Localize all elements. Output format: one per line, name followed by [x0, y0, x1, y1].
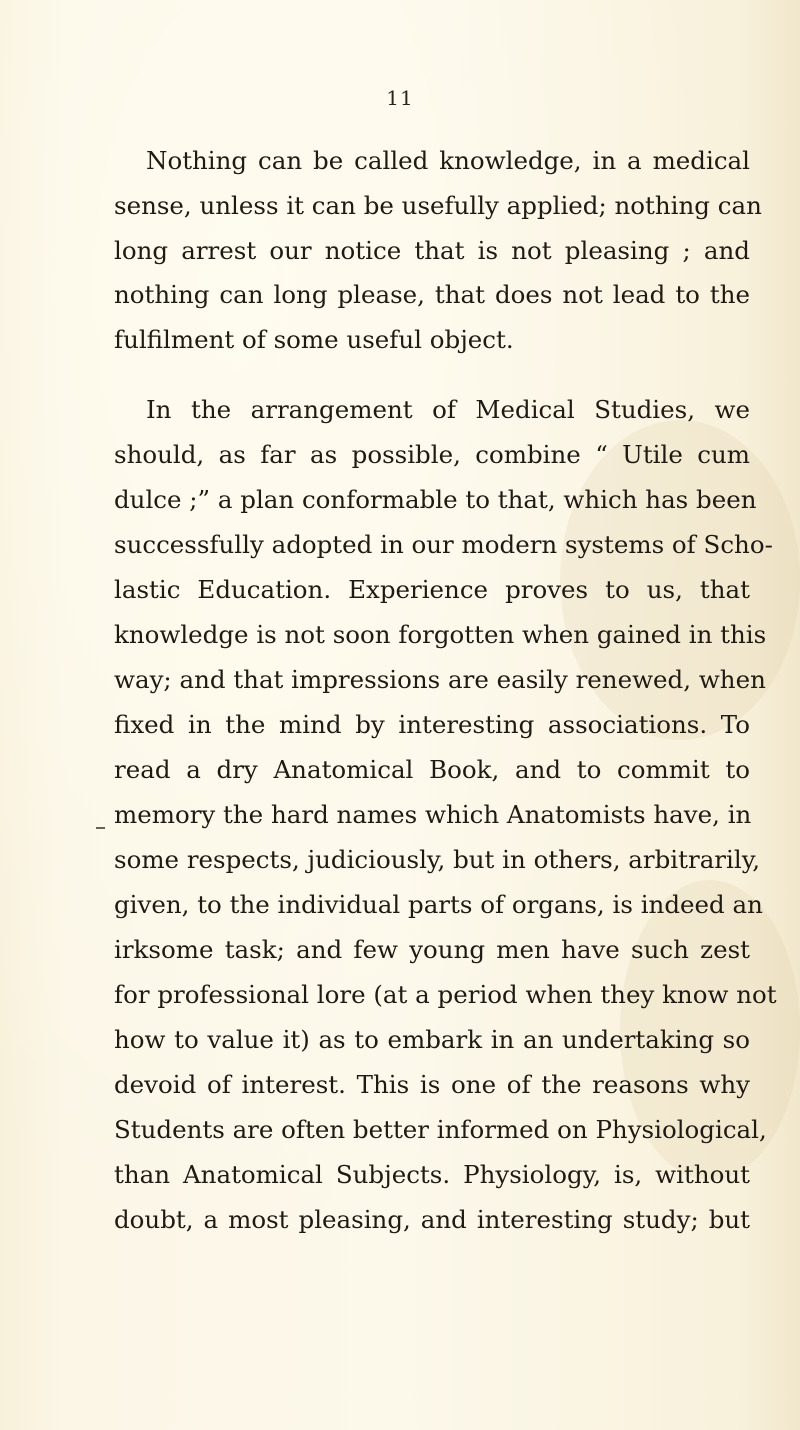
- text-line: some respects, judiciously, but in others, arbitrarily,: [114, 845, 761, 874]
- text-line: knowledge is not soon forgotten when gained in this: [114, 620, 767, 649]
- text-line: way; and that impressions are easily renewed, when: [114, 665, 766, 694]
- text-line: long arrest our notice that is not pleasing ; and: [114, 236, 750, 265]
- page-number: 11: [386, 86, 414, 110]
- text-line: given, to the individual parts of organs, is indeed an: [114, 890, 763, 919]
- text-line: fulfilment of some useful object.: [114, 325, 514, 354]
- text-line: devoid of interest. This is one of the reasons why: [114, 1070, 750, 1099]
- text-line: irksome task; and few young men have such zest: [114, 935, 750, 964]
- text-line: should, as far as possible, combine “ Utile cum: [114, 440, 750, 469]
- text-line: doubt, a most pleasing, and interesting study; but: [114, 1205, 750, 1234]
- text-line: successfully adopted in our modern systems of Scho-: [114, 530, 773, 559]
- text-line: dulce ;” a plan conformable to that, which has been: [114, 485, 757, 514]
- text-line: Students are often better informed on Physiological,: [114, 1115, 767, 1144]
- text-line: read a dry Anatomical Book, and to commit to: [114, 755, 750, 784]
- text-line: for professional lore (at a period when they know not: [114, 980, 777, 1009]
- text-line: nothing can long please, that does not lead to the: [114, 280, 750, 309]
- text-line: memory the hard names which Anatomists have, in: [114, 800, 752, 829]
- text-line: fixed in the mind by interesting associations. To: [114, 710, 750, 739]
- text-line: In the arrangement of Medical Studies, we: [146, 395, 750, 424]
- text-line: than Anatomical Subjects. Physiology, is, without: [114, 1160, 750, 1189]
- margin-mark: [96, 827, 105, 829]
- text-line: lastic Education. Experience proves to us, that: [114, 575, 750, 604]
- text-line: sense, unless it can be usefully applied; nothing can: [114, 191, 762, 220]
- text-line: Nothing can be called knowledge, in a medical: [146, 146, 750, 175]
- text-line: how to value it) as to embark in an undertaking so: [114, 1025, 750, 1054]
